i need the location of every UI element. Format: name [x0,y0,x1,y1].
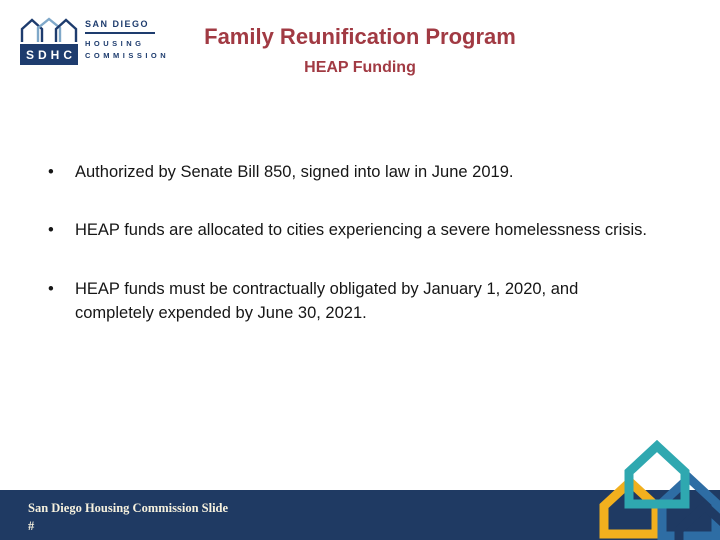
footer-line1: San Diego Housing Commission Slide [28,500,229,515]
bullet-text: HEAP funds are allocated to cities experiencing a severe homelessness crisis. [75,221,647,240]
slide-subtitle: HEAP Funding [304,59,416,76]
logo-org-line2: HOUSING [85,38,145,48]
footer-text [28,499,228,535]
footer-line2: # [28,518,35,533]
bullet-list [48,160,670,360]
list-item [48,218,670,242]
bullet-text: HEAP funds must be contractually obligated by January 1, 2020, and completely expended by June 30, 2021. [75,279,579,323]
title-block [0,24,720,77]
bullet-text: Authorized by Senate Bill 850, signed into law in June 2019. [75,163,514,181]
logo-org-line3: COMMISSION [85,50,170,60]
bullet-marker: • [48,221,54,240]
list-item [48,160,670,184]
sdhc-acronym: SDHC [20,44,78,65]
bullet-marker: • [48,163,54,181]
corner-houses-art-icon [565,440,720,540]
logo-org-line1: SAN DIEGO [85,19,150,29]
list-item [48,277,670,326]
bullet-marker: • [48,279,54,298]
slide-title: Family Reunification Program [204,24,516,49]
